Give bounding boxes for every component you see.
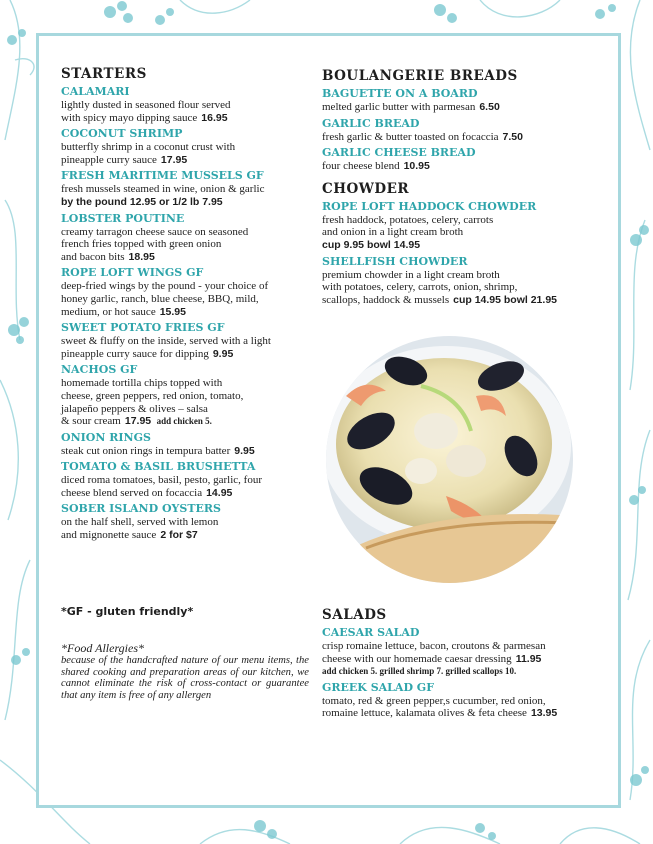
menu-item: [61, 212, 306, 264]
allergy-body: because of the handcrafted nature of our menu items, the shared cooking and preparation areas of our kitchen, we cannot eliminate the risk of cross-contact or guarantee that any item is free of any allergen: [61, 655, 309, 701]
menu-item: [322, 200, 602, 252]
item-desc: sweet & fluffy on the inside, served with a light: [61, 335, 271, 348]
item-name: COCONUT SHRIMP: [61, 127, 183, 141]
item-addon: add chicken 5.: [156, 416, 212, 427]
gluten-friendly-note: *GF - gluten friendly*: [61, 605, 194, 618]
item-name: TOMATO & BASIL BRUSHETTA: [61, 460, 256, 474]
item-name: CAESAR SALAD: [322, 626, 420, 639]
item-desc: homemade tortilla chips topped with: [61, 377, 223, 390]
item-desc: romaine lettuce, kalamata olives & feta cheese: [322, 707, 527, 720]
item-addon: add chicken 5. grilled shrimp 7. grilled scallops 10.: [322, 666, 517, 677]
right-column: [322, 68, 602, 309]
item-name: LOBSTER POUTINE: [61, 211, 185, 225]
menu-item: [61, 321, 306, 360]
item-desc: tomato, red & green pepper,s cucumber, red onion,: [322, 694, 546, 707]
salads-title: SALADS: [322, 607, 387, 623]
item-desc: french fries topped with green onion: [61, 238, 222, 251]
menu-item: [322, 255, 602, 307]
item-name: ROPE LOFT WINGS GF: [61, 266, 204, 280]
item-price: 16.95: [201, 111, 228, 124]
item-price: cup 9.95 bowl 14.95: [322, 238, 421, 251]
menu-item: [322, 117, 602, 144]
item-desc: cheese, green peppers, red onion, tomato,: [61, 389, 244, 402]
item-price: 9.95: [212, 347, 234, 360]
item-price: 6.50: [479, 101, 500, 113]
menu-item: [61, 266, 306, 318]
item-price: 13.95: [530, 707, 558, 720]
item-price: 17.95: [124, 415, 152, 428]
item-desc: melted garlic butter with parmesan: [322, 101, 476, 113]
item-price: 2 for $7: [160, 529, 198, 542]
breads-title: BOULANGERIE BREADS: [322, 68, 518, 84]
item-name: FRESH MARITIME MUSSELS GF: [61, 169, 264, 183]
menu-item: [322, 87, 602, 114]
item-name: NACHOS GF: [61, 363, 138, 377]
menu-item: [61, 460, 306, 499]
item-desc: deep-fried wings by the pound - your choice of: [61, 280, 269, 293]
menu-item: [322, 146, 602, 173]
item-price: by the pound 12.95 or 1/2 lb 7.95: [61, 195, 223, 208]
item-name: ONION RINGS: [61, 430, 151, 444]
item-name: GREEK SALAD GF: [322, 680, 435, 694]
item-price: 14.95: [206, 486, 233, 499]
menu-item: [61, 85, 306, 124]
menu-item: [61, 502, 306, 541]
item-name: CALAMARI: [61, 85, 130, 98]
item-desc: creamy tarragon cheese sauce on seasoned: [61, 225, 249, 238]
item-desc: medium, or hot sauce: [61, 305, 156, 318]
item-desc: pineapple curry sauce for dipping: [61, 347, 209, 360]
item-desc: and onion in a light cream broth: [322, 226, 464, 239]
item-desc: crisp romaine lettuce, bacon, croutons & parmesan: [322, 640, 546, 652]
menu-item: [61, 169, 306, 208]
item-desc: fresh garlic & butter toasted on focaccia: [322, 130, 499, 143]
item-desc: & sour cream: [61, 415, 121, 428]
menu-item: [61, 127, 306, 166]
chowder-title: CHOWDER: [322, 180, 410, 197]
item-name: SOBER ISLAND OYSTERS: [61, 502, 221, 516]
item-desc: lightly dusted in seasoned flour served: [61, 99, 231, 111]
item-desc: steak cut onion rings in tempura batter: [61, 444, 231, 457]
item-price: cup 14.95 bowl 21.95: [453, 293, 557, 306]
item-price: 10.95: [403, 160, 430, 173]
item-desc: honey garlic, ranch, blue cheese, BBQ, mild,: [61, 292, 259, 305]
item-desc: and bacon bits: [61, 250, 125, 263]
item-desc: jalapeño peppers & olives – salsa: [61, 402, 208, 415]
item-desc: cheese blend served on focaccia: [61, 486, 203, 499]
item-desc: cheese with our homemade caesar dressing: [322, 652, 512, 665]
chowder-photo: [326, 336, 573, 583]
allergy-notice: [61, 641, 309, 701]
item-price: 18.95: [128, 250, 155, 263]
item-price: 7.50: [502, 130, 523, 143]
item-name: ROPE LOFT HADDOCK CHOWDER: [322, 199, 537, 213]
starters-section: [61, 66, 306, 545]
item-desc: fresh mussels steamed in wine, onion & garlic: [61, 183, 265, 196]
menu-item: [322, 681, 607, 720]
menu-item: [61, 431, 306, 458]
item-price: 17.95: [160, 153, 188, 166]
item-name: SHELLFISH CHOWDER: [322, 254, 468, 268]
item-name: SWEET POTATO FRIES GF: [61, 321, 225, 335]
item-desc: four cheese blend: [322, 160, 400, 173]
item-name: GARLIC BREAD: [322, 116, 420, 130]
item-name: BAGUETTE ON A BOARD: [322, 87, 478, 100]
starters-title: STARTERS: [61, 66, 147, 82]
item-desc: with spicy mayo dipping sauce: [61, 111, 198, 124]
item-price: 11.95: [515, 652, 542, 665]
item-name: GARLIC CHEESE BREAD: [322, 146, 476, 160]
allergy-title: *Food Allergies*: [61, 641, 144, 655]
item-desc: premium chowder in a light cream broth: [322, 268, 500, 281]
item-desc: diced roma tomatoes, basil, pesto, garlic, four: [61, 474, 262, 487]
menu-item: [322, 626, 607, 678]
item-price: 9.95: [234, 444, 255, 457]
item-price: 15.95: [159, 305, 186, 318]
item-desc: butterfly shrimp in a coconut crust with: [61, 141, 236, 154]
salads-section: [322, 607, 607, 723]
item-desc: fresh haddock, potatoes, celery, carrots: [322, 213, 494, 226]
item-desc: scallops, haddock & mussels: [322, 293, 450, 306]
menu-item: [61, 363, 306, 427]
item-desc: on the half shell, served with lemon: [61, 516, 219, 529]
item-desc: and mignonette sauce: [61, 529, 157, 542]
item-desc: pineapple curry sauce: [61, 153, 157, 166]
item-desc: with potatoes, celery, carrots, onion, shrimp,: [322, 281, 518, 294]
